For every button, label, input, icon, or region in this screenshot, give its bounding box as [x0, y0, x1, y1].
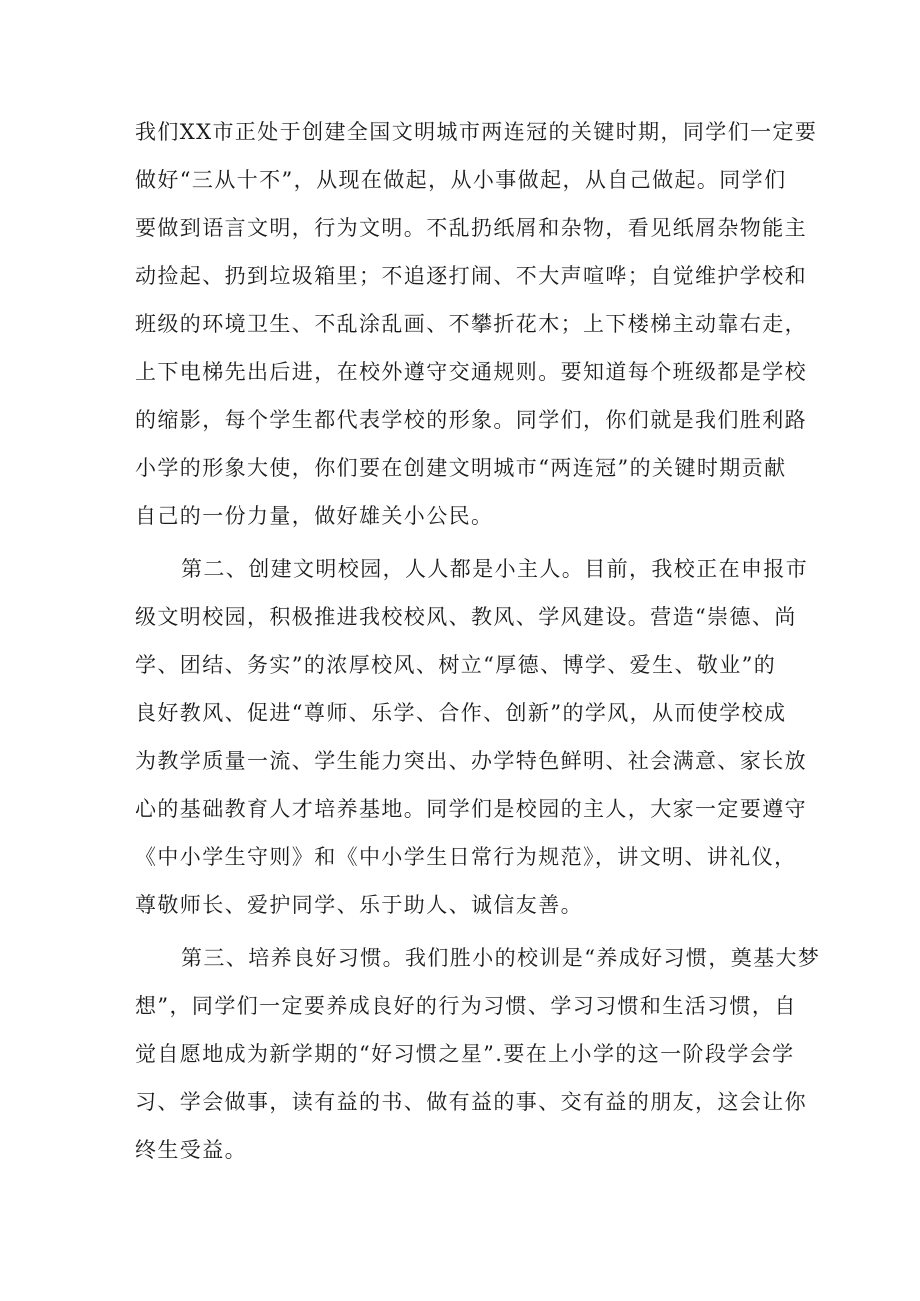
- text-line: 我们XX市正处于创建全国文明城市两连冠的关键时期，同学们一定要: [135, 120, 818, 144]
- text-line-indented: 第二、创建文明校园，人人都是小主人。目前，我校正在申报市: [181, 557, 809, 581]
- text-line: 觉自愿地成为新学期的“好习惯之星”.要在上小学的这一阶段学会学: [135, 1042, 795, 1066]
- text-line: 尊敬师长、爱护同学、乐于助人、诚信友善。: [135, 893, 583, 917]
- text-line: 为教学质量一流、学生能力突出、办学特色鲜明、社会满意、家长放: [135, 749, 807, 773]
- text-line: 小学的形象大使，你们要在创建文明城市“两连冠”的关键时期贡献: [135, 456, 787, 480]
- text-line: 动捡起、扔到垃圾箱里；不追逐打闹、不大声喧哗；自觉维护学校和: [135, 264, 807, 288]
- text-line: 良好教风、促进“尊师、乐学、合作、创新”的学风，从而使学校成: [135, 701, 787, 725]
- text-line: 想”，同学们一定要养成良好的行为习惯、学习习惯和生活习惯，自: [135, 994, 797, 1018]
- text-line: 上下电梯先出后进，在校外遵守交通规则。要知道每个班级都是学校: [135, 360, 807, 384]
- text-line: 的缩影，每个学生都代表学校的形象。同学们，你们就是我们胜利路: [135, 408, 807, 432]
- paragraph-good-habits: [135, 934, 821, 1174]
- text-line-indented: 第三、培养良好习惯。我们胜小的校训是“养成好习惯，奠基大梦: [181, 946, 821, 970]
- paragraph-civilized-campus: [135, 545, 809, 929]
- text-line: 做好“三从十不”，从现在做起，从小事做起，从自己做起。同学们: [135, 168, 787, 192]
- text-line: 心的基础教育人才培养基地。同学们是校园的主人，大家一定要遵守: [135, 797, 807, 821]
- text-line: 习、学会做事，读有益的书、做有益的事、交有益的朋友，这会让你: [135, 1090, 807, 1114]
- text-line: 要做到语言文明，行为文明。不乱扔纸屑和杂物，看见纸屑杂物能主: [135, 216, 807, 240]
- text-line: 自己的一份力量，做好雄关小公民。: [135, 504, 494, 528]
- text-line: 班级的环境卫生、不乱涂乱画、不攀折花木；上下楼梯主动靠右走，: [135, 312, 807, 336]
- text-line: 级文明校园，积极推进我校校风、教风、学风建设。营造“崇德、尚: [135, 605, 797, 629]
- paragraph-civilized-city: [135, 108, 818, 540]
- text-line: 学、团结、务实”的浓厚校风、树立“厚德、博学、爱生、敬业”的: [135, 653, 777, 677]
- text-line: 《中小学生守则》和《中小学生日常行为规范》，讲文明、讲礼仪，: [135, 845, 797, 869]
- document-body: [135, 108, 821, 1174]
- text-line: 终生受益。: [135, 1138, 247, 1162]
